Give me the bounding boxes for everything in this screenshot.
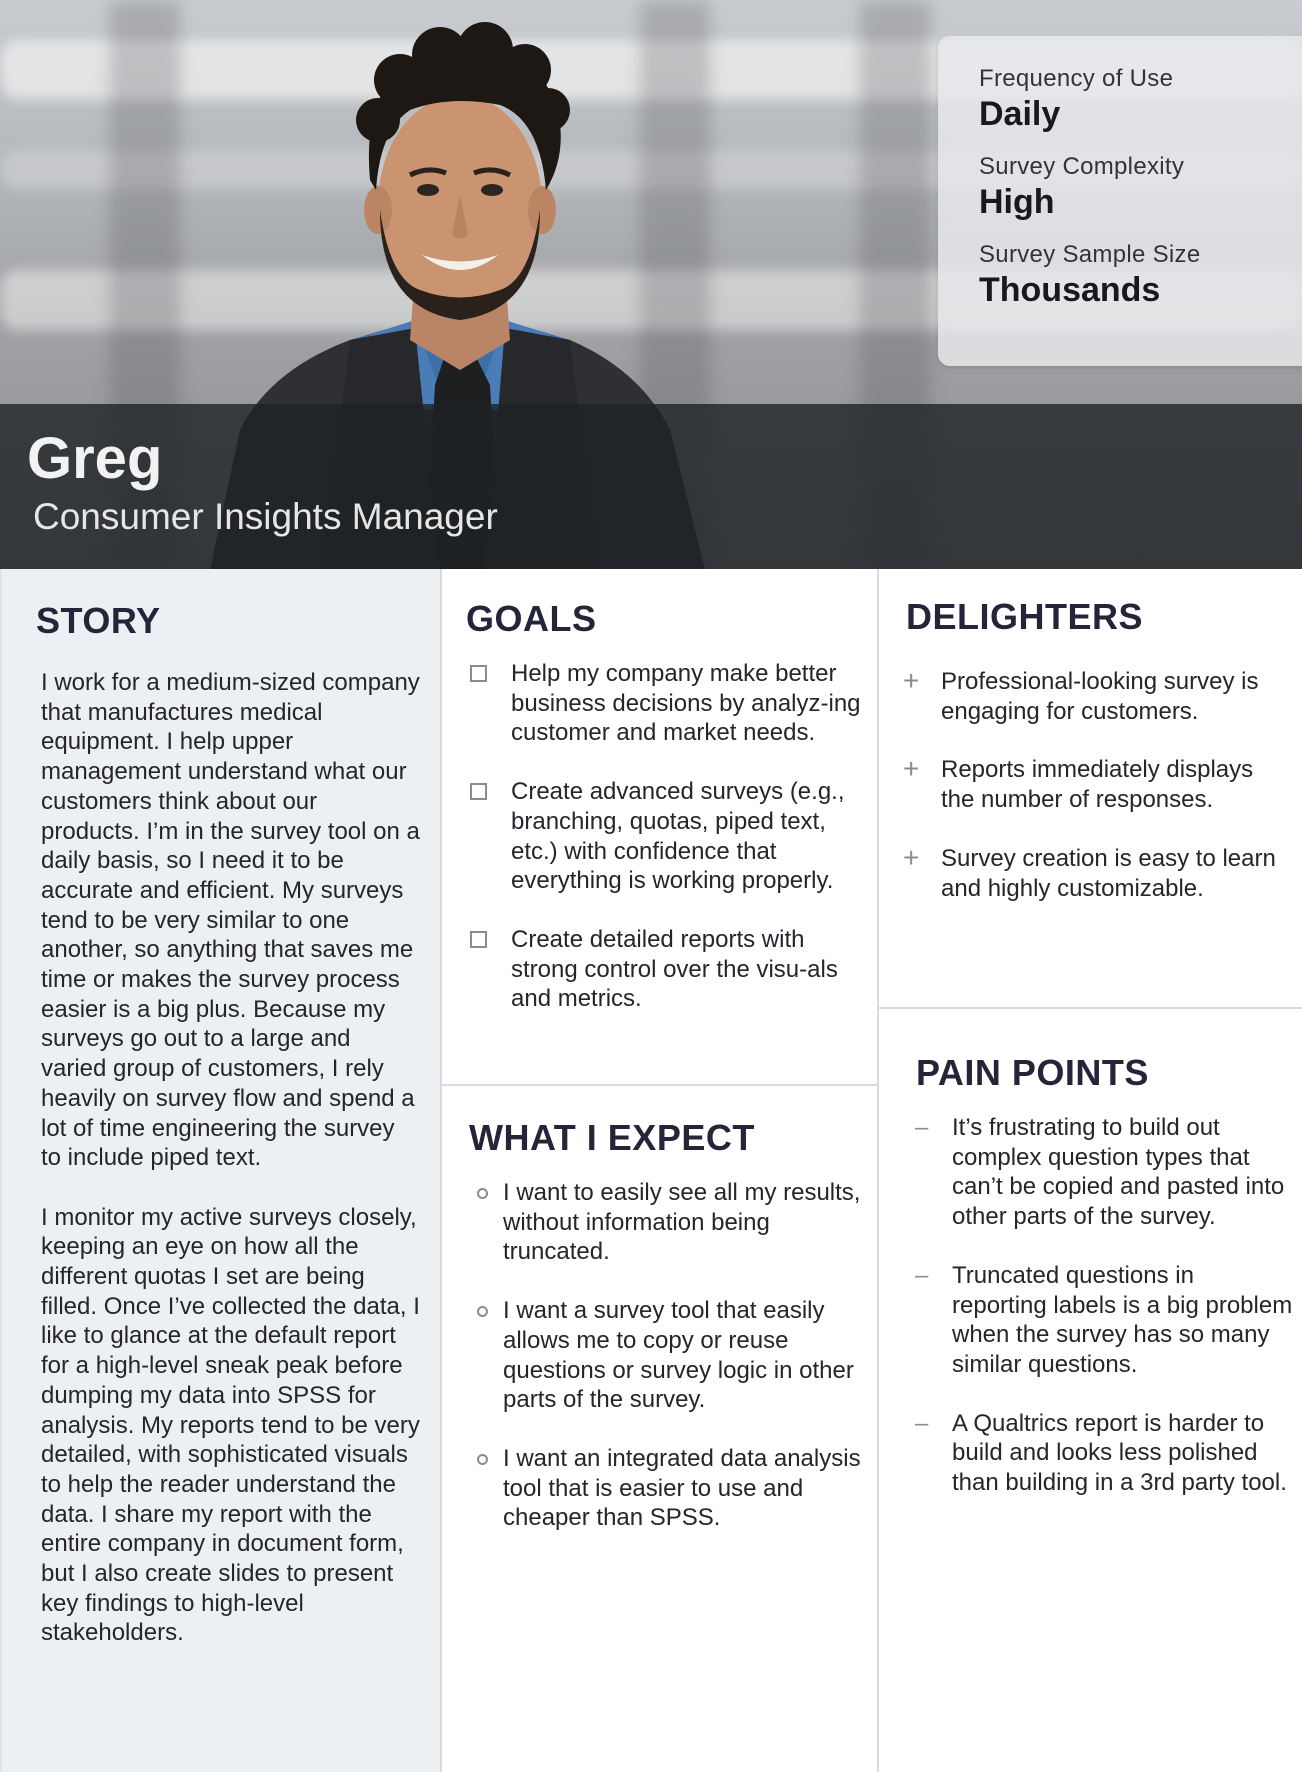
stat-label: Survey Complexity (979, 153, 1185, 180)
pain-point-item (915, 1409, 1295, 1498)
expect-text: I want an integrated data analysis tool that is easier to use and cheaper than SPSS. (503, 1444, 861, 1532)
goal-text: Create detailed reports with strong control over the visu-als and metrics. (511, 925, 838, 1013)
expect-text: I want to easily see all my results, without information being truncated. (503, 1179, 861, 1266)
expect-item (477, 1444, 867, 1533)
delighter-item (903, 667, 1293, 726)
stat-frequency-of-use (979, 64, 1302, 134)
story-paragraph: I work for a medium-sized company that manufactures medical equipment. I help upper management understand what our customers think about our products. I’m in the survey tool on a daily basis, so I need it to be accurate and efficient. My surveys tend to be very similar to one another, so anything that saves me time or makes the survey process easier is a big plus. Because my surveys go out to a large and varied group of customers, I rely heavily on survey flow and spend a lot of time engineering the survey to include piped text. (41, 669, 420, 1172)
delighter-text: Reports immediately displays the number of responses. (941, 756, 1254, 814)
expect-text: I want a survey tool that easily allows me to copy or reuse questions or survey logic in other parts of the survey. (503, 1297, 854, 1414)
pain-point-text: Truncated questions in reporting labels is a big problem when the survey has so many similar questions. (952, 1261, 1293, 1378)
persona-name: Greg (27, 426, 163, 491)
delighter-text: Professional-looking survey is engaging for customers. (941, 668, 1259, 725)
pain-point-text: A Qualtrics report is harder to build and looks less polished than building in a 3rd party tool. (952, 1409, 1287, 1497)
pain-points-title: PAIN POINTS (916, 1052, 1149, 1093)
story-text (41, 668, 421, 1648)
checkbox-icon (470, 931, 487, 948)
what-i-expect-list (477, 1178, 867, 1562)
stats-card (938, 36, 1302, 366)
stat-value: Thousands (979, 271, 1161, 309)
stat-value: High (979, 183, 1055, 221)
delighter-item (903, 841, 1293, 903)
stat-survey-complexity (979, 152, 1302, 222)
stat-label: Survey Sample Size (979, 241, 1201, 268)
dash-icon: – (915, 1261, 929, 1289)
plus-icon: + (903, 753, 920, 785)
persona-role: Consumer Insights Manager (33, 496, 498, 537)
plus-icon: + (903, 841, 920, 873)
goals-title: GOALS (466, 598, 597, 639)
delighters-section (879, 569, 1302, 1009)
right-column (879, 569, 1302, 1772)
checkbox-icon (470, 783, 487, 800)
delighter-text: Survey creation is easy to learn and highly customizable. (941, 844, 1276, 902)
story-column (0, 569, 442, 1772)
stat-survey-sample-size (979, 240, 1302, 310)
goal-item (470, 659, 870, 748)
goals-section (442, 569, 879, 1086)
checkbox-icon (470, 665, 487, 682)
delighters-title: DELIGHTERS (906, 596, 1144, 637)
dash-icon: – (915, 1409, 929, 1437)
circle-bullet-icon (477, 1306, 488, 1317)
goal-text: Create advanced surveys (e.g., branching, quotas, piped text, etc.) with confidence that everything is working properly. (511, 778, 845, 895)
name-bar (0, 404, 1302, 569)
pain-point-text: It’s frustrating to build out complex question types that can’t be copied and pasted into other parts of the survey. (952, 1114, 1285, 1231)
circle-bullet-icon (477, 1454, 488, 1465)
stat-value: Daily (979, 95, 1061, 133)
pain-point-item (915, 1113, 1295, 1232)
pain-point-item (915, 1261, 1295, 1380)
plus-icon: + (903, 665, 920, 696)
goals-list (470, 659, 870, 1043)
hero-banner (0, 0, 1302, 569)
dash-icon: – (915, 1114, 929, 1141)
delighters-list (903, 667, 1293, 932)
middle-column (442, 569, 879, 1772)
story-paragraph: I monitor my active surveys closely, keeping an eye on how all the different quotas I set are being filled. Once I’ve collected the data, I like to glance at the default report for a high-level sneak peak before dumping my data into SPSS for analysis. My reports tend to be very detailed, with sophisticated visuals to help the reader understand the data. I share my report with the entire company in document form, but I also create slides to present key findings to high-level stakeholders. (41, 1203, 420, 1647)
delighter-item (903, 755, 1293, 814)
goal-item (470, 925, 870, 1014)
circle-bullet-icon (477, 1188, 488, 1199)
what-i-expect-title: WHAT I EXPECT (469, 1117, 755, 1158)
expect-item (477, 1178, 867, 1267)
goal-text: Help my company make better business decisions by analyz-ing customer and market needs. (511, 660, 861, 747)
stat-label: Frequency of Use (979, 65, 1174, 92)
story-title: STORY (36, 600, 161, 641)
pain-points-list (915, 1113, 1295, 1527)
goal-item (470, 777, 870, 896)
expect-item (477, 1296, 867, 1415)
